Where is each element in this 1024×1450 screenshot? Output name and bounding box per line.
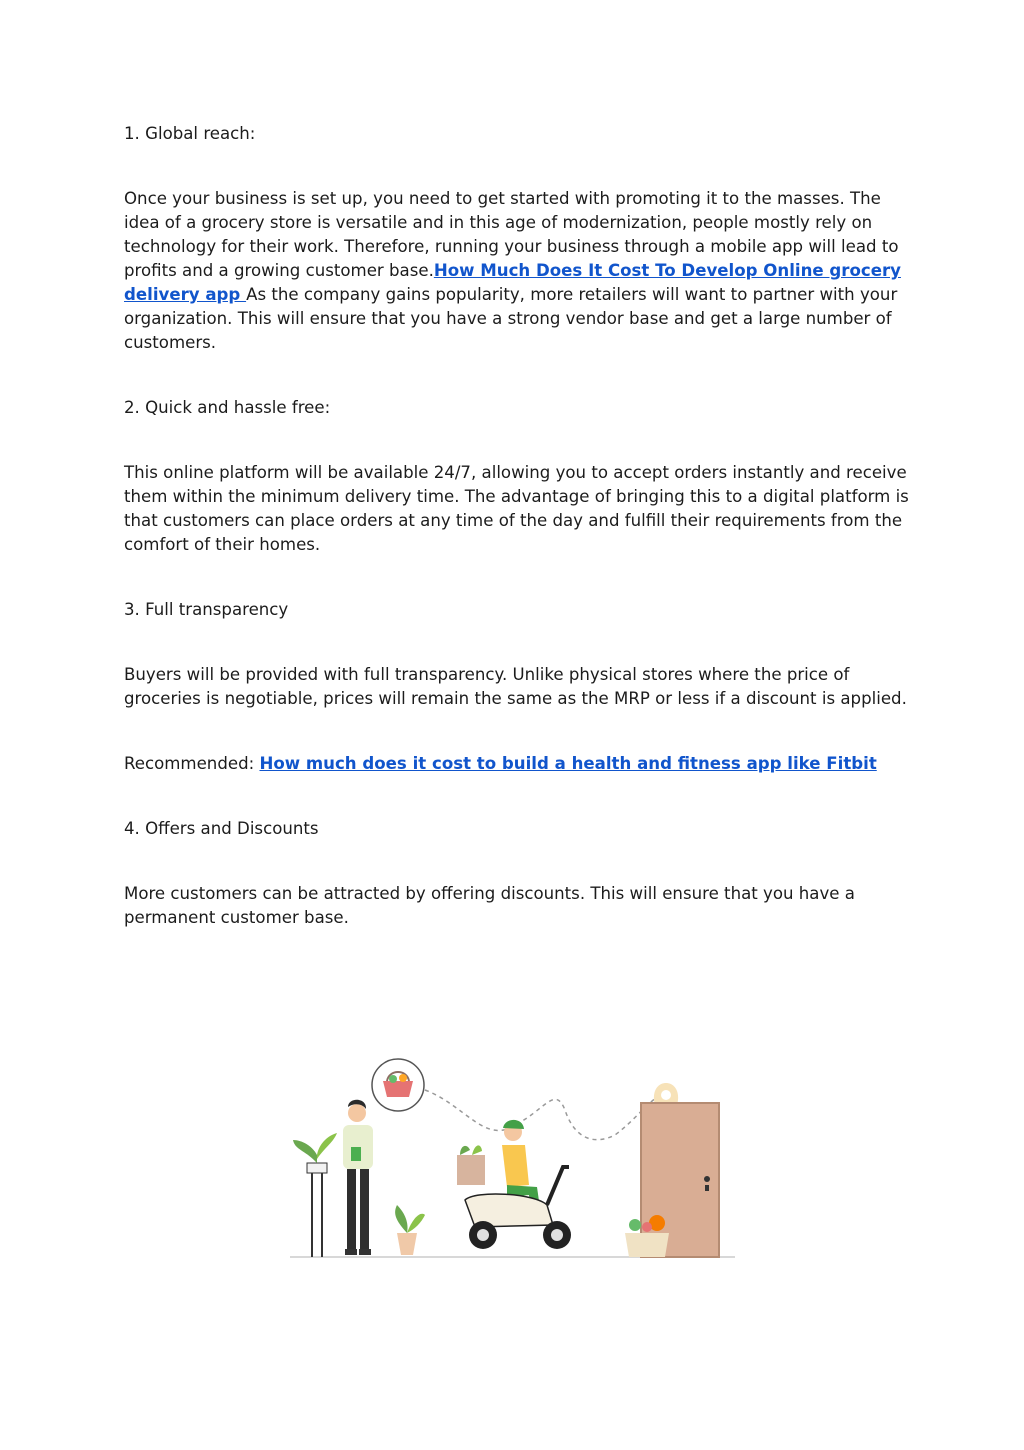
heading-full-transparency: 3. Full transparency (124, 600, 289, 619)
link-fitbit-cost[interactable]: How much does it cost to build a health and fitness app like Fitbit (259, 754, 877, 773)
paragraph-global-reach (124, 187, 914, 355)
heading-quick-hassle-free: 2. Quick and hassle free: (124, 398, 331, 417)
paragraph-offers-discounts: More customers can be attracted by offering discounts. This will ensure that you have a permanent customer base. (124, 884, 855, 927)
customer-person-icon (343, 1100, 373, 1255)
basket-bubble-icon (372, 1059, 424, 1111)
paragraph-text: As the company gains popularity, more retailers will want to partner with your organization. This will ensure that you have a strong vendor base and get a large number of customers. (124, 285, 898, 352)
grocery-delivery-illustration (285, 1055, 740, 1265)
link-grocery-app-cost[interactable]: How Much Does It Cost To Develop Online grocery delivery app (124, 261, 901, 304)
paragraph-full-transparency: Buyers will be provided with full transparency. Unlike physical stores where the price of groceries is negotiable, prices will remain the same as the MRP or less if a discount is applied. (124, 665, 907, 708)
paragraph-quick-hassle-free: This online platform will be available 24/7, allowing you to accept orders instantly and receive them within the minimum delivery time. The advantage of bringing this to a digital platform is that customers can place orders at any time of the day and fulfill their requirements from the comfort of their homes. (124, 463, 909, 554)
heading-global-reach: 1. Global reach: (124, 124, 256, 143)
paragraph-text: Once your business is set up, you need to get started with promoting it to the masses. The idea of a grocery store is versatile and in this age of modernization, people mostly rely on technology for their work. Therefore, running your business through a mobile app will lead to profits and a growing customer base. (124, 189, 899, 280)
recommended-label: Recommended: (124, 754, 260, 773)
recommended-line (124, 752, 914, 776)
potted-plant-icon (395, 1205, 425, 1255)
document-body (124, 122, 914, 930)
heading-offers-discounts: 4. Offers and Discounts (124, 819, 319, 838)
delivery-scooter-icon (457, 1120, 571, 1249)
plant-stand-icon (293, 1133, 337, 1257)
